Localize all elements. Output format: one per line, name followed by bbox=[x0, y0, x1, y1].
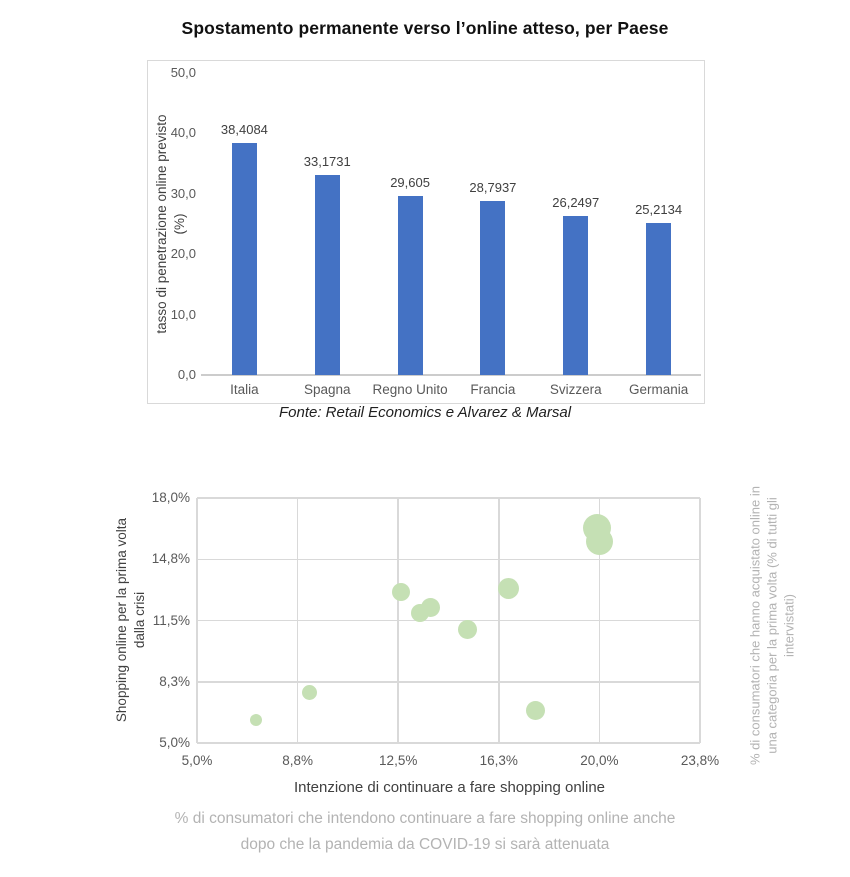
bar-category-label: Germania bbox=[628, 382, 689, 397]
data-bubble bbox=[250, 714, 262, 726]
bar-category-label: Svizzera bbox=[549, 382, 602, 397]
data-bubble bbox=[458, 620, 477, 639]
scatter-right-note-line2: una categoria per la prima volta (% di tutti gli bbox=[764, 497, 780, 754]
horizontal-gridline bbox=[197, 681, 700, 683]
scatter-y-axis-title-line1: Shopping online per la prima volta bbox=[114, 517, 129, 723]
data-bubble bbox=[302, 685, 317, 700]
data-bubble bbox=[526, 701, 545, 720]
scatter-y-axis-title bbox=[113, 460, 149, 780]
scatter-y-tick-label: 14,8% bbox=[151, 551, 190, 567]
scatter-x-tick-label: 8,8% bbox=[282, 753, 313, 768]
bar-y-axis-title-line1: tasso di penetrazione online previsto bbox=[154, 114, 169, 334]
scatter-y-tick-label: 8,3% bbox=[159, 673, 190, 689]
scatter-footnote bbox=[75, 806, 775, 858]
bar-y-tick-label: 30,0 bbox=[170, 185, 196, 201]
scatter-x-tick-label: 12,5% bbox=[379, 753, 418, 768]
bar-y-axis-title-line2: (%) bbox=[172, 213, 187, 235]
scatter-y-axis-title-line2: dalla crisi bbox=[132, 591, 147, 649]
bar-chart-source: Fonte: Retail Economics e Alvarez & Marsal bbox=[278, 404, 572, 421]
scatter-x-tick-label: 5,0% bbox=[181, 753, 213, 768]
scatter-footnote-line1: % di consumatori che intendono continuare a fare shopping online anche bbox=[174, 810, 676, 827]
horizontal-gridline bbox=[197, 620, 700, 622]
scatter-y-tick-label: 18,0% bbox=[151, 490, 190, 505]
bar-y-tick-label: 50,0 bbox=[170, 65, 196, 80]
data-bubble bbox=[586, 528, 613, 555]
bar-y-tick-label: 40,0 bbox=[170, 125, 196, 141]
bar-category-label: Francia bbox=[470, 382, 516, 397]
scatter-right-axis-note bbox=[747, 446, 798, 806]
bar-value-label: 33,1731 bbox=[303, 153, 351, 169]
bar-category-label: Italia bbox=[230, 382, 259, 397]
scatter-x-tick-label: 23,8% bbox=[680, 753, 720, 768]
data-bubble bbox=[498, 578, 519, 599]
bar-value-label: 28,7937 bbox=[469, 180, 517, 196]
bar-y-tick-label: 0,0 bbox=[177, 367, 196, 382]
bar-chart-title: Spostamento permanente verso l’online atteso, per Paese bbox=[181, 18, 669, 38]
bar-y-tick-label: 20,0 bbox=[170, 246, 196, 262]
horizontal-gridline bbox=[197, 497, 700, 499]
scatter-footnote-line2: dopo che la pandemia da COVID-19 si sarà attenuata bbox=[240, 836, 610, 853]
horizontal-gridline bbox=[197, 559, 700, 561]
scatter-x-tick-label: 16,3% bbox=[479, 753, 518, 768]
scatter-right-note-line3: intervistati) bbox=[781, 594, 797, 657]
scatter-y-tick-label: 5,0% bbox=[159, 735, 190, 750]
data-bubble bbox=[392, 583, 410, 601]
scatter-x-axis-title: Intenzione di continuare a fare shopping online bbox=[293, 779, 606, 796]
scatter-right-note-line1: % di consumatori che hanno acquistato online in bbox=[747, 486, 763, 765]
scatter-y-tick-label: 11,5% bbox=[152, 612, 190, 628]
bar-value-label: 38,4084 bbox=[220, 122, 268, 137]
bar-y-tick-label: 10,0 bbox=[170, 306, 196, 322]
bar-category-label: Spagna bbox=[303, 382, 351, 397]
bar-value-label: 26,2497 bbox=[552, 195, 600, 211]
bar-value-label: 25,2134 bbox=[635, 201, 683, 217]
bar-category-label: Regno Unito bbox=[372, 382, 448, 397]
horizontal-gridline bbox=[197, 742, 700, 744]
data-bubble bbox=[421, 598, 440, 617]
bar-value-label: 29,605 bbox=[390, 175, 430, 191]
scatter-x-tick-label: 20,0% bbox=[580, 753, 619, 768]
